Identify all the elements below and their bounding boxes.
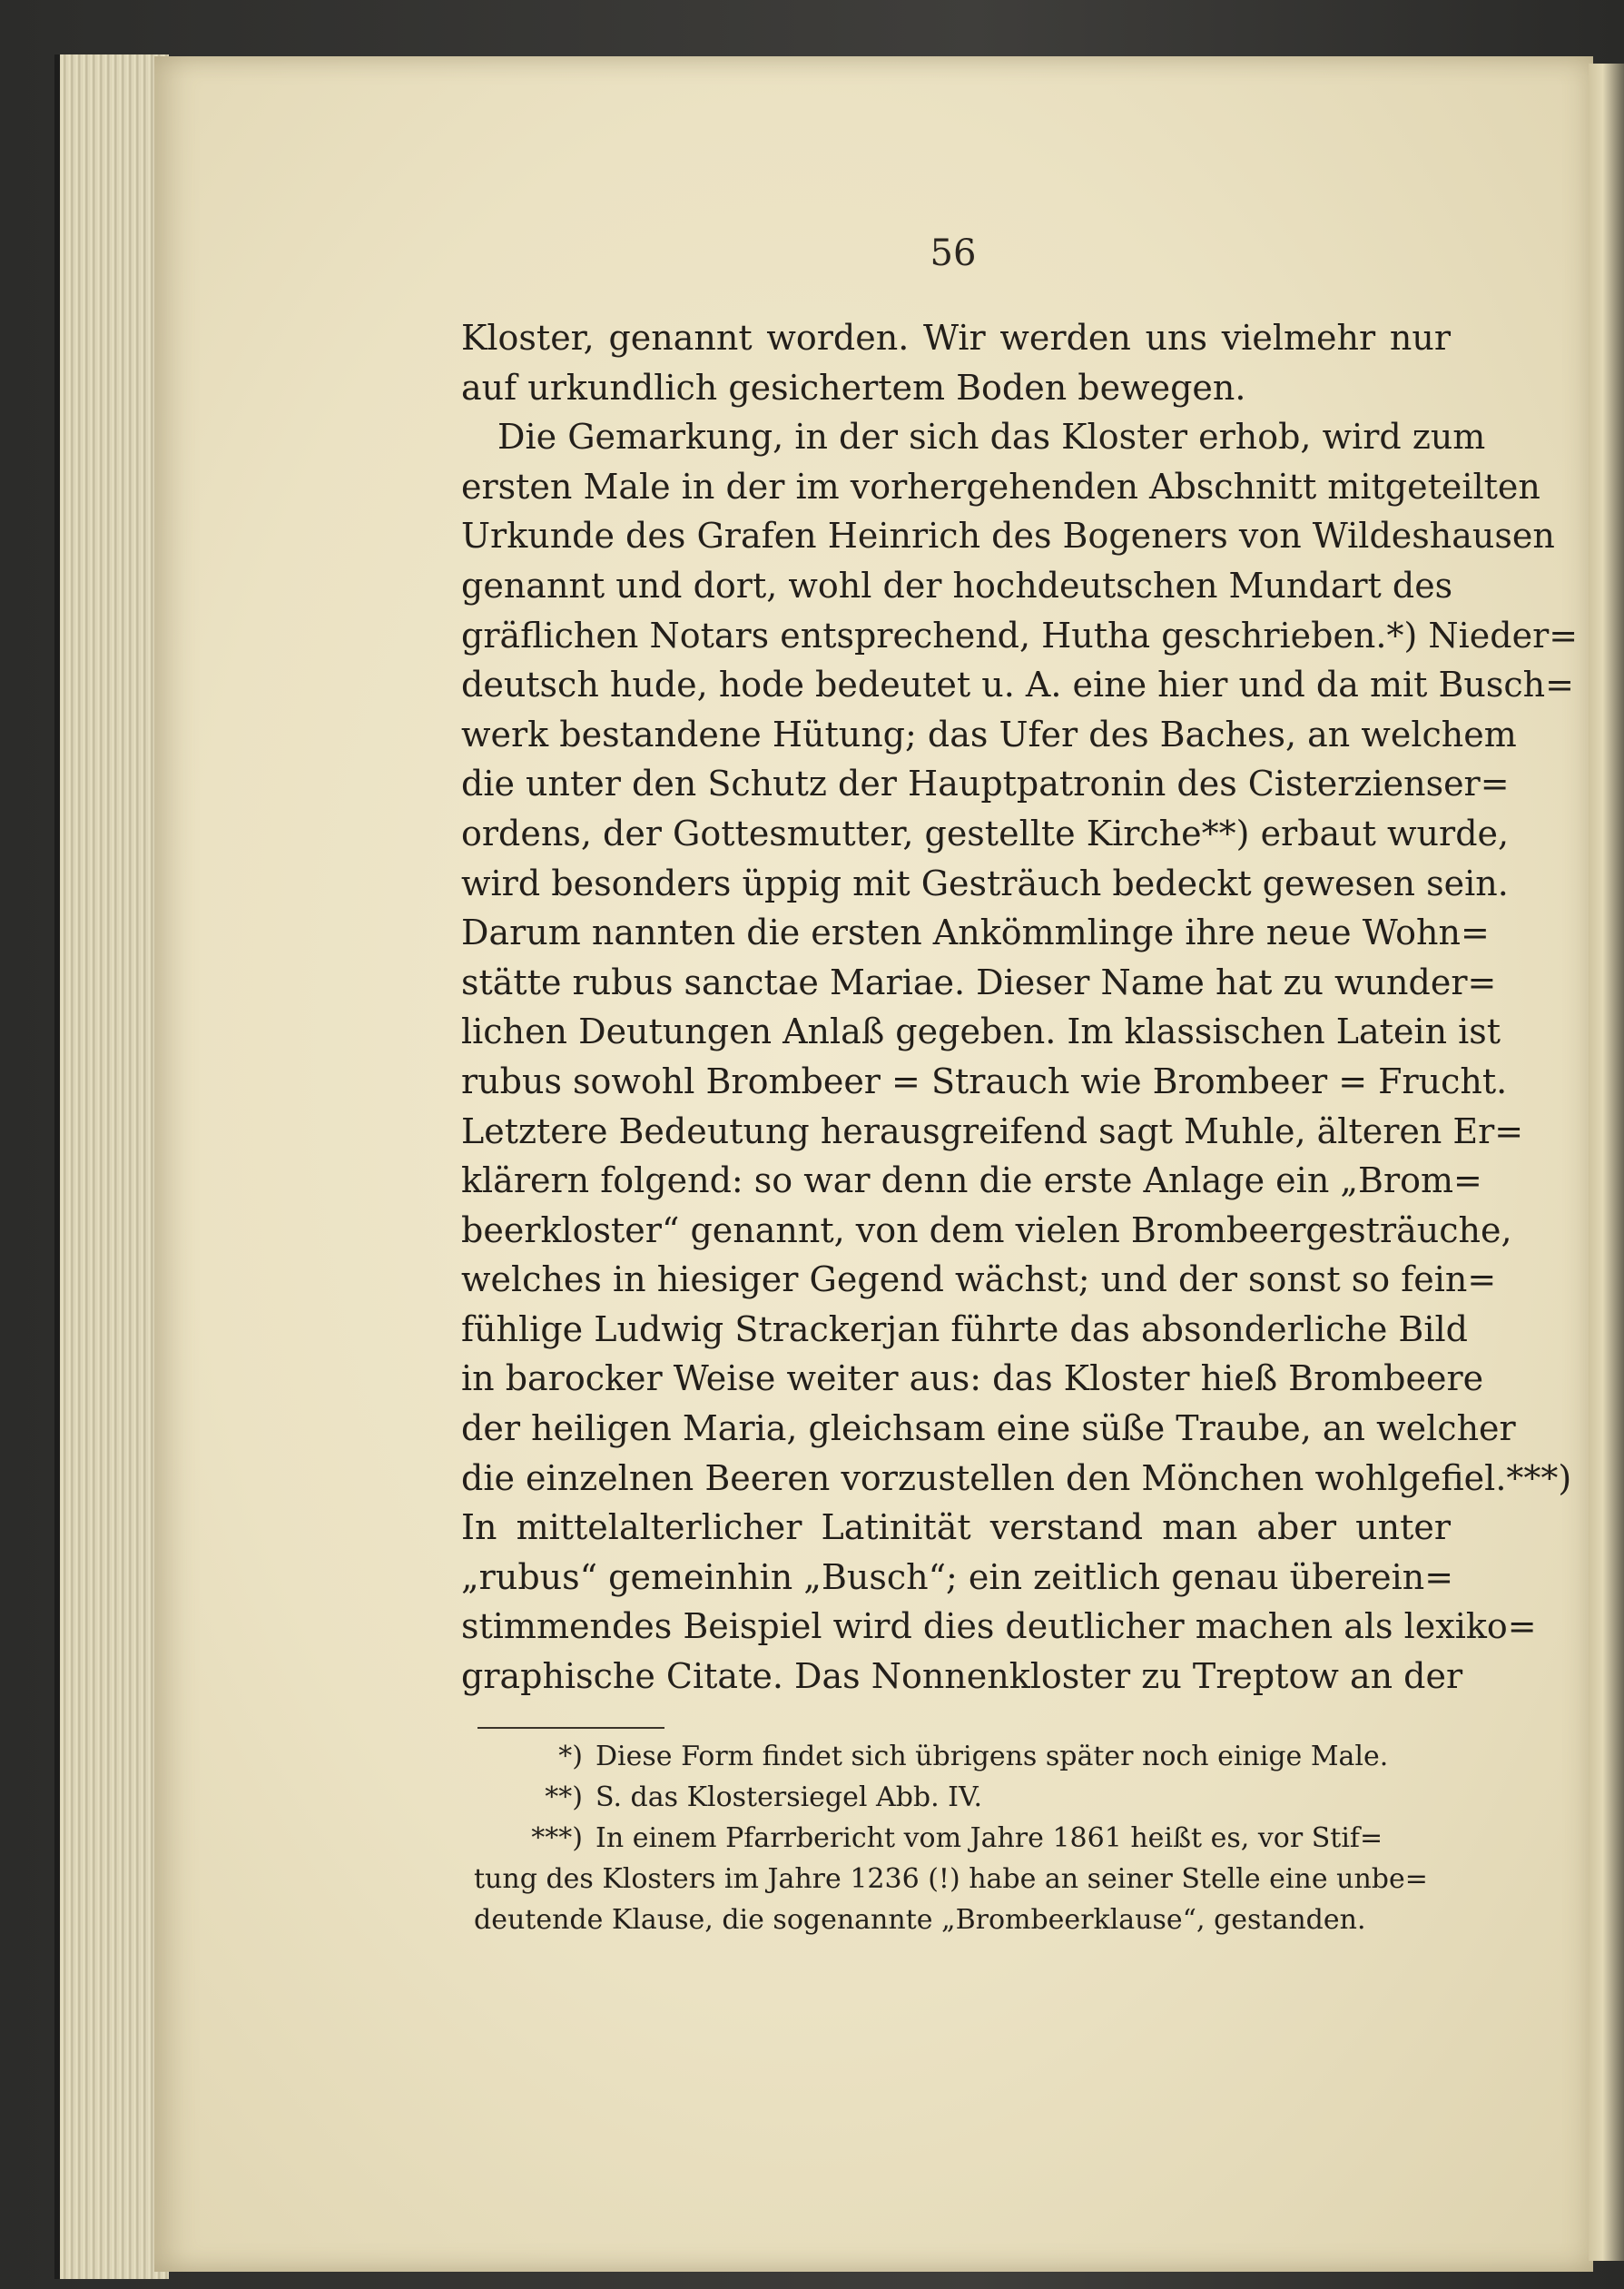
text-line: graphische Citate. Das Nonnenkloster zu Treptow an der xyxy=(461,1656,1463,1697)
text-line: beerkloster“ genannt, von dem vielen Brombeergesträuche, xyxy=(461,1209,1512,1250)
text-line: Letztere Bedeutung herausgreifend sagt Muhle, älteren Er= xyxy=(461,1110,1524,1151)
footnote-text: deutende Klause, die sogenannte „Brombeerklause“, gestanden. xyxy=(474,1904,1366,1936)
text-line: die unter den Schutz der Hauptpatronin des Cisterzienser= xyxy=(461,764,1510,804)
page-right-edge xyxy=(1589,64,1624,2261)
text-line: rubus sowohl Brombeer = Strauch wie Brombeer = Frucht. xyxy=(461,1061,1508,1101)
footnote-text: tung des Klosters im Jahre 1236 (!) habe an seiner Stelle eine unbe= xyxy=(474,1863,1428,1895)
text-line: Kloster, genannt worden. Wir werden uns vielmehr nur xyxy=(461,318,1451,358)
text-line: gräflichen Notars entsprechend, Hutha geschrieben.*) Nieder= xyxy=(461,615,1579,656)
footnote-continuation xyxy=(474,1899,1454,1940)
footnote-mark: **) xyxy=(545,1781,583,1813)
text-line: deutsch hude, hode bedeutet u. A. eine hier und da mit Busch= xyxy=(461,665,1574,705)
text-line: „rubus“ gemeinhin „Busch“; ein zeitlich genau überein= xyxy=(461,1556,1454,1597)
footnote-separator xyxy=(477,1727,664,1729)
footnote-text: Diese Form findet sich übrigens später noch einige Male. xyxy=(595,1741,1389,1772)
footnote xyxy=(474,1736,1454,1777)
footnote xyxy=(474,1818,1454,1859)
footnote-text: In einem Pfarrbericht vom Jahre 1861 heißt es, vor Stif= xyxy=(595,1822,1383,1854)
text-line: stätte rubus sanctae Mariae. Dieser Name hat zu wunder= xyxy=(461,962,1497,1002)
text-line: ersten Male in der im vorhergehenden Abschnitt mitgeteilten xyxy=(461,466,1540,507)
text-line: der heiligen Maria, gleichsam eine süße Traube, an welcher xyxy=(461,1408,1516,1449)
footnote-text: S. das Klostersiegel Abb. IV. xyxy=(595,1781,982,1813)
footnote-mark: ***) xyxy=(531,1822,583,1854)
text-line: auf urkundlich gesichertem Boden bewegen. xyxy=(461,367,1246,408)
text-line: fühlige Ludwig Strackerjan führte das absonderliche Bild xyxy=(461,1308,1468,1349)
book-binding-edge xyxy=(54,54,169,2279)
text-line: Urkunde des Grafen Heinrich des Bogeners von Wildeshausen xyxy=(461,516,1555,557)
text-line: genannt und dort, wohl der hochdeutschen Mundart des xyxy=(461,565,1453,606)
text-line: Darum nannten die ersten Ankömmlinge ihre neue Wohn= xyxy=(461,913,1490,953)
text-line: lichen Deutungen Anlaß gegeben. Im klassischen Latein ist xyxy=(461,1011,1501,1052)
text-line: die einzelnen Beeren vorzustellen den Mönchen wohlgefiel.***) xyxy=(461,1457,1572,1498)
text-line: klärern folgend: so war denn die erste Anlage ein „Brom= xyxy=(461,1160,1482,1201)
text-line: In mittelalterlicher Latinität verstand man aber unter xyxy=(461,1507,1451,1548)
text-line: wird besonders üppig mit Gesträuch bedeckt gewesen sein. xyxy=(461,863,1509,903)
text-line: in barocker Weise weiter aus: das Kloster hieß Brombeere xyxy=(461,1358,1484,1399)
footnotes xyxy=(474,1736,1454,1940)
text-line: Die Gemarkung, in der sich das Kloster erhob, wird zum xyxy=(497,417,1486,458)
text-line: stimmendes Beispiel wird dies deutlicher machen als lexiko= xyxy=(461,1606,1537,1647)
footnote xyxy=(474,1777,1454,1818)
footnote-continuation xyxy=(474,1859,1454,1899)
text-line: ordens, der Gottesmutter, gestellte Kirche**) erbaut wurde, xyxy=(461,813,1510,853)
text-line: werk bestandene Hütung; das Ufer des Baches, an welchem xyxy=(461,714,1517,755)
footnote-mark: *) xyxy=(558,1741,583,1772)
page-number: 56 xyxy=(930,232,977,274)
text-line: welches in hiesiger Gegend wächst; und der sonst so fein= xyxy=(461,1259,1497,1300)
main-text xyxy=(461,313,1579,1702)
